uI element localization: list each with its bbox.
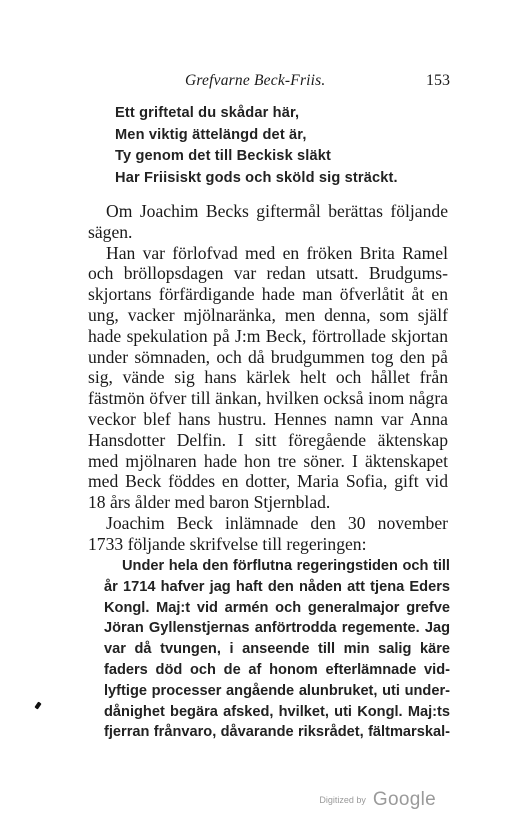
quote-line: fjerran frånvaro, dåvarande riksrådet, fältmarskal- xyxy=(104,724,450,741)
digitized-watermark xyxy=(319,789,436,811)
quote-line: dånighet begära afsked, hvilket, uti Kongl. Maj:ts xyxy=(104,703,450,720)
quote-line: Under hela den förflutna regeringstiden och till xyxy=(122,558,450,574)
running-head xyxy=(90,72,450,92)
quote-line: Kongl. Maj:t vid armén och generalmajor grefve xyxy=(104,599,450,616)
text-line: med mjölnaren hade hon tre söner. I äktenskapet xyxy=(88,450,448,471)
page-number: 153 xyxy=(426,72,450,89)
verse-line: Men viktig ättelängd det är, xyxy=(115,126,307,143)
text-line: under sömnaden, och då brudgummen tog den på xyxy=(88,346,448,367)
quote-line: var då tvungen, i anseende till min salig käre xyxy=(104,641,450,658)
text-line: fästmön öfver till änkan, hvilken också inom några xyxy=(88,388,448,409)
text-line: 18 års ålder med baron Stjernblad. xyxy=(88,492,331,513)
watermark-prefix: Digitized by xyxy=(319,795,366,805)
ink-speck xyxy=(34,701,41,709)
verse-line: Ett griftetal du skådar här, xyxy=(115,105,300,121)
verse-line: Ty genom det till Beckisk släkt xyxy=(115,148,332,164)
text-line: skjortans förfärdigande hade man öfverlåtit åt en xyxy=(88,284,448,305)
running-title: Grefvarne Beck-Friis. xyxy=(185,72,326,89)
text-line: veckor blef hans hustru. Hennes namn var Anna xyxy=(88,408,448,429)
text-line: sig, vände sig hans kärlek helt och hållet från xyxy=(88,367,448,388)
quote-line: år 1714 hafver jag haft den nåden att tjena Eders xyxy=(104,578,450,595)
quote-line: lyftige processer angående alunbruket, uti under- xyxy=(104,682,450,699)
verse-line: Har Friisiskt gods och sköld sig sträckt. xyxy=(115,169,398,186)
text-line: ung, vacker mjölnaränka, men denna, som själf xyxy=(88,304,448,325)
text-line: hade spekulation på J:m Beck, förtrollade skjortan xyxy=(88,325,448,346)
text-line: Han var förlofvad med en fröken Brita Ramel xyxy=(106,242,448,263)
google-logo: Google xyxy=(372,789,436,810)
quote-line: Jöran Gyllenstjernas anförtrodda regemente. Jag xyxy=(104,620,450,637)
quoted-letter xyxy=(104,556,450,743)
text-line: Hansdotter Delfin. I sitt föregående äktenskap xyxy=(88,429,448,450)
text-line: sägen. xyxy=(88,221,133,242)
quote-line: faders död och de af honom efterlämnade vid- xyxy=(104,661,450,678)
text-line: och bröllopsdagen var redan utsatt. Brudgums- xyxy=(88,263,448,284)
verse-block xyxy=(115,103,398,189)
text-line: Joachim Beck inlämnade den 30 november xyxy=(106,512,448,533)
text-line: med Beck föddes en dotter, Maria Sofia, gift vid xyxy=(88,471,448,492)
text-line: Om Joachim Becks giftermål berättas följande xyxy=(106,201,448,221)
body-text xyxy=(88,201,448,555)
text-line: 1733 följande skrifvelse till regeringen: xyxy=(88,533,367,554)
